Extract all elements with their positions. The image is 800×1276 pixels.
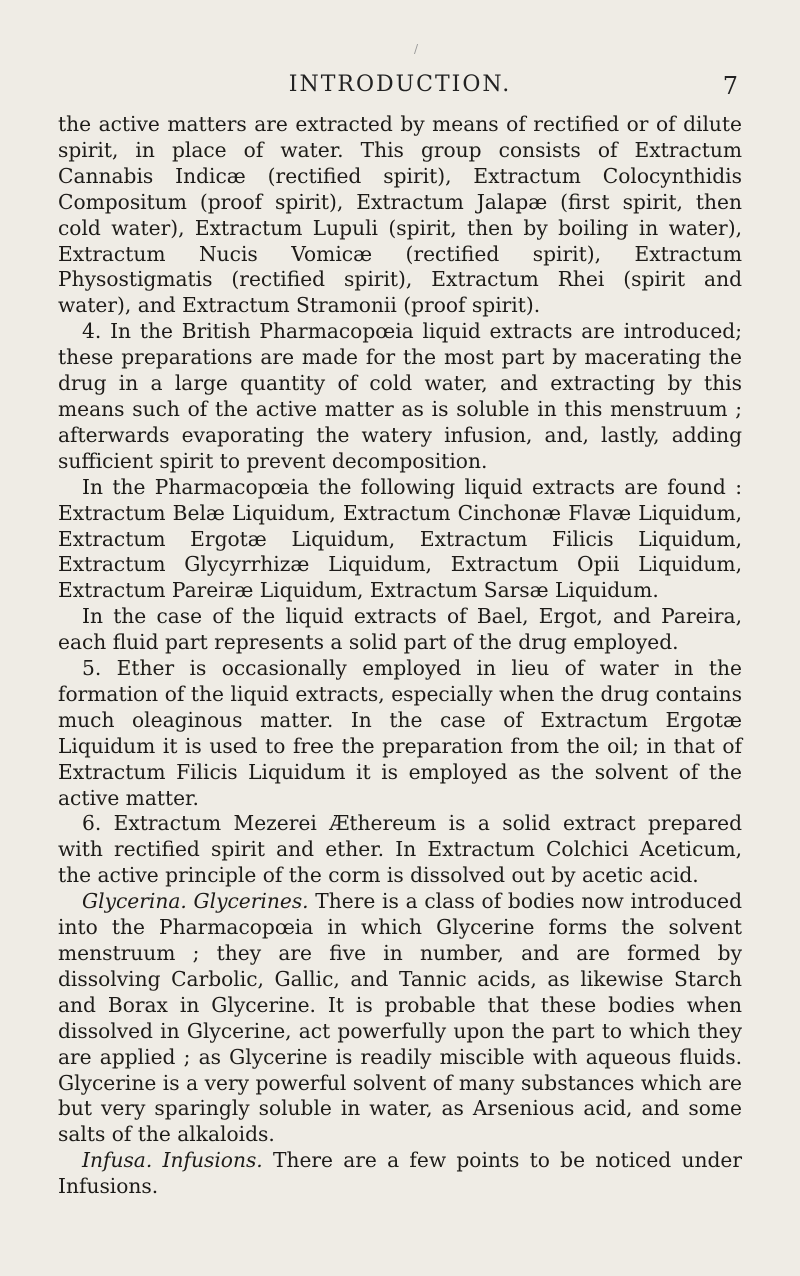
stray-mark: / [414,42,419,56]
section-heading: Glycerina. Glycerines. [82,889,309,914]
paragraph-p3 [58,475,742,605]
paragraph-text: 5. Ether is occasionally employed in lieu of water in the formation of the liquid extracts, especially when the drug contains much oleaginous matter. In the case of Extractum Ergotæ Liquidum it is used to free the preparation from the oil; in that of Extractum Filicis Liquidum it is employed as the solvent of the active matter. [58,656,742,810]
paragraph-text: 6. Extractum Mezerei Æthereum is a solid extract prepared with rectified spirit and ether. In Extractum Colchici Aceticum, the active principle of the corm is dissolved out by acetic acid. [58,811,742,888]
section-heading: Infusa. Infusions. [82,1148,263,1173]
paragraph-p1 [58,112,742,319]
paragraph-text: There are a few points to be noticed under Infusions. [58,1148,742,1199]
paragraph-p8 [58,1148,742,1200]
paragraph-p5 [58,656,742,811]
body-text [58,112,742,1200]
paragraph-text: In the case of the liquid extracts of Bael, Ergot, and Pareira, each fluid part represents a solid part of the drug employed. [58,604,742,655]
page-number: 7 [722,72,738,100]
paragraph-text: the active matters are extracted by means of rectified or of dilute spirit, in place of water. This group consists of Extractum Cannabis Indicæ (rectified spirit), Extractum Colocynthidis Compositum (proof spirit), Extractum Jalapæ (first spirit, then cold water), Extractum Lupuli (spirit, then by boiling in water), Extractum Nucis Vomicæ (rectified spirit), Extractum Physostigmatis (rectified spirit), Extractum Rhei (spirit and water), and Extractum Stramonii (proof spirit). [58,112,742,318]
paragraph-text: 4. In the British Pharmacopœia liquid extracts are introduced; these preparations are made for the most part by macerating the drug in a large quantity of cold water, and extracting by this means such of the active matter as is soluble in this menstruum ; afterwards evaporating the watery infusion, and, lastly, adding sufficient spirit to prevent decomposition. [58,319,742,473]
page-header [0,42,800,108]
paragraph-text: There is a class of bodies now introduced into the Pharmacopœia in which Glycerine forms the solvent menstruum ; they are five in number, and are formed by dissolving Carbolic, Gallic, and Tannic acids, as likewise Starch and Borax in Glycerine. It is probable that these bodies when dissolved in Glycerine, act powerfully upon the part to which they are applied ; as Glycerine is readily miscible with aqueous fluids. Glycerine is a very powerful solvent of many substances which are but very sparingly soluble in water, as Arsenious acid, and some salts of the alkaloids. [58,889,742,1147]
paragraph-text: In the Pharmacopœia the following liquid extracts are found : Extractum Belæ Liquidum, Extractum Cinchonæ Flavæ Liquidum, Extractum Ergotæ Liquidum, Extractum Filicis Liquidum, Extractum Glycyrrhizæ Liquidum, Extractum Opii Liquidum, Extractum Pareiræ Liquidum, Extractum Sarsæ Liquidum. [58,474,742,603]
paragraph-p2 [58,319,742,474]
paragraph-p6 [58,811,742,889]
paragraph-p4 [58,604,742,656]
paragraph-p7 [58,889,742,1148]
running-title: INTRODUCTION. [288,72,512,97]
